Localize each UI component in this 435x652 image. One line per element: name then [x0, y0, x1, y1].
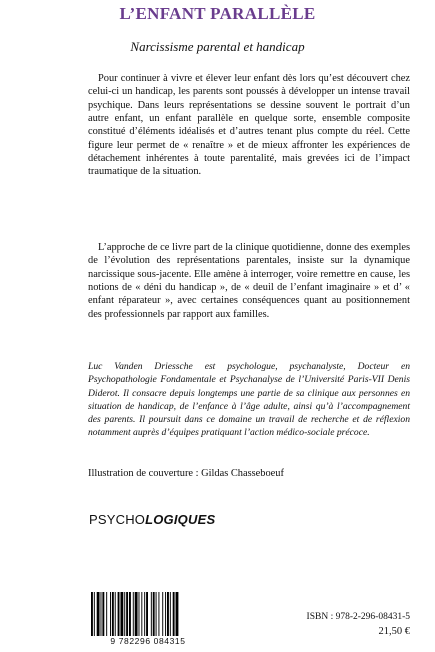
barcode-bar	[129, 592, 131, 638]
barcode-bar	[173, 592, 175, 638]
barcode-bar	[176, 592, 179, 638]
barcode-bar	[112, 592, 114, 638]
barcode-bar	[162, 592, 163, 638]
barcode-bar	[170, 592, 171, 638]
illustration-credit: Illustration de couverture : Gildas Chasseboeuf	[88, 468, 284, 479]
paragraph-1-text: Pour continuer à vivre et élever leur enfant dès lors qu’est découvert chez celui-ci un handicap, les parents sont poussés à développer un intense travail psychique. Dans leurs représentations se dessine souvent le portrait d’un autre enfant, un enfant parallèle en quelque sorte, ensemble composite constitué d’éléments idéalisés et d’autres tenant plus compte du réel. Cette figure leur permet de « renaître » et de mieux affronter les expériences de détachement inhérentes à toute parentalité, mais grevées ici de l’impact traumatique de la situation.	[88, 73, 410, 178]
author-bio	[88, 360, 410, 440]
summary-paragraph-2	[88, 241, 410, 321]
barcode-bar	[102, 592, 104, 638]
barcode-bar	[144, 592, 145, 638]
barcode-bar	[91, 592, 93, 638]
barcode-bar	[165, 592, 166, 638]
barcode-bar	[146, 592, 148, 638]
series-logo	[89, 512, 215, 527]
price-label: 21,50 €	[378, 626, 410, 637]
barcode-bar	[135, 592, 138, 638]
barcode-bar	[101, 592, 102, 638]
barcode-bar	[106, 592, 107, 638]
barcode-bar	[133, 592, 134, 638]
barcode-bar	[151, 592, 152, 638]
author-name: Luc Vanden Driessche	[88, 361, 193, 372]
book-subtitle: Narcissisme parental et handicap	[130, 39, 305, 54]
barcode-bar	[139, 592, 140, 638]
barcode-bar	[118, 592, 120, 638]
barcode-bar	[158, 592, 159, 638]
summary-paragraph-1	[88, 72, 410, 179]
barcode-bar	[156, 592, 157, 638]
barcode-bar	[94, 592, 95, 638]
barcode-bar	[110, 592, 111, 638]
book-title: L’ENFANT PARALLÈLE	[119, 4, 316, 23]
barcode-bar	[126, 592, 128, 638]
barcode-bar	[153, 592, 155, 638]
paragraph-2-text: L’approche de ce livre part de la clinique quotidienne, donne des exemples de l’évolution des représentations parentales, insiste sur la dynamique narcissique sous-jacente. Elle amène à interroger, voire remettre en cause, les notions de « déni du handicap », de « deuil de l’enfant imaginaire » et d’ « enfant réparateur », avec certaines conséquences quant au positionnement des professionnels par rapport aux familles.	[88, 242, 410, 320]
series-prefix: PSYCHO	[89, 512, 146, 527]
barcode-bar	[120, 592, 123, 638]
barcode-bar	[124, 592, 125, 638]
series-suffix: LOGIQUES	[145, 512, 216, 527]
barcode-bar	[141, 592, 142, 638]
barcode-bar	[167, 592, 169, 638]
author-bio-text: est psychologue, psychanalyste, Docteur en Psychopathologie Fondamentale et Psychanalyse de l’Université Paris-VII Denis Diderot. Il consacre depuis longtemps une partie de sa clinique aux personnes en situation de handicap, de l’enfance à l’âge adulte, ainsi qu’à l’accompagnement des parents. Il poursuit dans ce domaine un travail de recherche et de réflexion notamment auprès d’équipes pratiquant l’action médico-sociale précoce.	[88, 361, 410, 439]
barcode-bar	[97, 592, 100, 638]
barcode-bar	[115, 592, 116, 638]
isbn-label: ISBN : 978-2-296-08431-5	[306, 612, 410, 622]
barcode-bars	[88, 592, 208, 638]
barcode	[88, 592, 208, 648]
barcode-digits: 9 782296 084315	[88, 636, 208, 646]
